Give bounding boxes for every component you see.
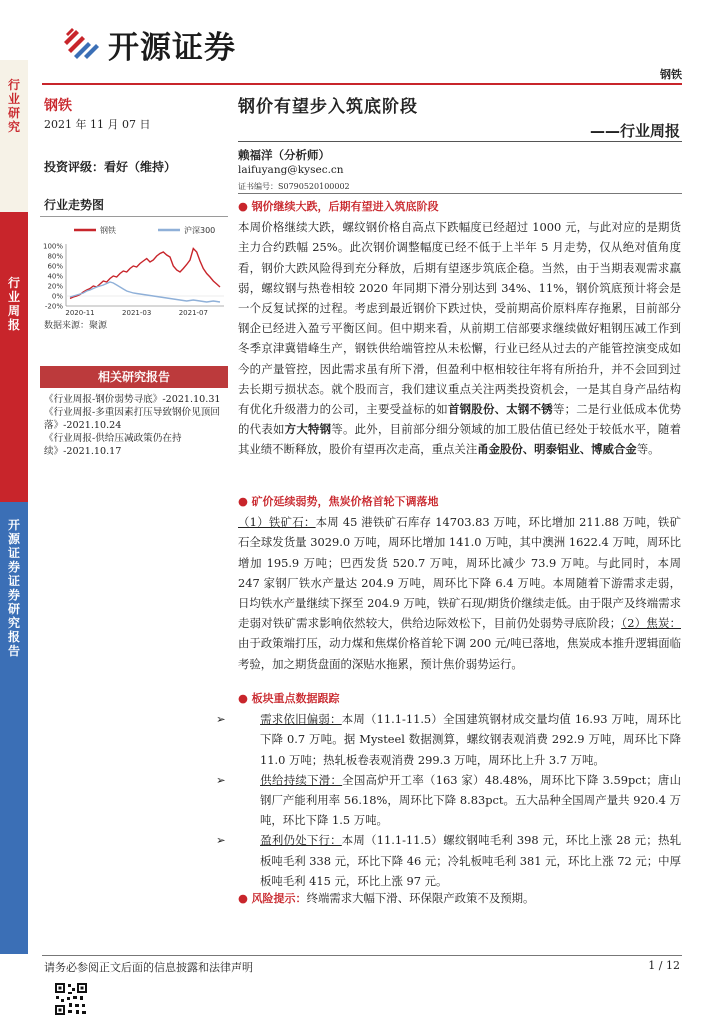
section-heading: 矿价延续弱势，焦炭价格首轮下调落地 [251, 495, 439, 508]
y-tick-label: 20% [47, 282, 63, 291]
trend-title-rule [40, 216, 228, 217]
qr-code-icon [54, 982, 88, 1016]
footer-disclaimer[interactable]: 请务必参阅正文后面的信息披露和法律声明 [44, 961, 253, 974]
brand-logo-icon [62, 26, 102, 60]
footer-divider [42, 955, 682, 956]
legend-label: 钢铁 [100, 226, 116, 235]
bullet-dot-icon: ● [238, 494, 252, 508]
analyst-divider [238, 193, 682, 194]
header-divider [42, 83, 682, 85]
x-tick-label: 2021-07 [178, 309, 208, 316]
industry-name: 钢铁 [44, 98, 72, 114]
chart-source: 数据来源：聚源 [44, 321, 108, 331]
industry-trend-chart [36, 220, 228, 316]
section-heading: 板块重点数据跟踪 [251, 692, 340, 705]
bullet-dot-icon: ● [238, 891, 252, 905]
data-item: ➢ 需求依旧偏弱：本周（11.1-11.5）全国建筑钢材成交量均值 16.93 万吨，周环比下降 0.7 万吨。据 Mysteel 数据测算，螺纹钢表观消费 292.9 万吨，周环比下降 11.0 万吨；热轧板卷表观消费 299.3 万吨，周环比上升 3.7 万吨。 [238, 709, 681, 770]
related-reports-title: 相关研究报告 [40, 366, 228, 388]
analyst-cert: 证书编号：S0790520100002 [238, 182, 350, 191]
data-item: ➢ 供给持续下滑：全国高炉开工率（163 家）48.48%，周环比下降 3.59pct；唐山钢厂产能利用率 56.18%，周环比下降 8.83pct。五大品种全国周产量共 920.4 万吨，环比下降 1.5 万吨。 [238, 770, 681, 831]
section-3 [216, 688, 681, 891]
sidebar-bottom-label: 开源证券 证券研究报告 [7, 518, 20, 658]
risk-note [238, 888, 681, 909]
analyst-name: 赖福洋（分析师） [238, 148, 330, 162]
arrow-right-icon: ➢ [216, 772, 226, 787]
sidebar-mid-band [0, 212, 28, 502]
related-report-link[interactable]: 《行业周报-钢价弱势寻底》-2021.10.31 [44, 394, 221, 405]
y-tick-label: 80% [47, 252, 63, 261]
bullet-dot-icon: ● [238, 691, 252, 705]
legend-label: 沪深300 [184, 226, 216, 235]
page-title: 钢价有望步入筑底阶段 [238, 97, 418, 117]
series-line [70, 282, 220, 302]
y-tick-label: 0% [51, 292, 63, 301]
trend-chart-title: 行业走势图 [44, 198, 105, 212]
section-heading: 钢价继续大跌，后期有望进入筑底阶段 [251, 200, 439, 213]
investment-rating: 投资评级：看好（维持） [44, 160, 177, 174]
paragraph: 本周价格继续大跌，螺纹钢价格自高点下跌幅度已经超过 1000 元，与此对应的是期货主力合约跌幅 25%。此次钢价调整幅度已经不低于上半年 5 月走势，仅从绝对值角度看，钢价大跌风险得到充分释放，后期有望逐步筑底企稳。当然，由于当期表观需求羸弱，螺纹钢与热卷相较 2020 年同期下滑分别达到 34%、11%，钢价筑底预计将会是一个反复试探的过程。考虑到最近钢价下跌过快，受前期高价原料库存拖累，目前部分钢企已经进入盈亏平衡区间。但中期来看，从前期工信部要求继续做好粗钢压减工作到冬季京津冀错峰生产，钢铁供给端管控从未松懈，行业已经从过去的产能管控演变成如今的产量管控，因此需求虽有所下滑，但盈利中枢相较往年将有所抬升，并不会回到过去长期亏损状态。就个股而言，我们建议重点关注两类投资机会，一是其自身产品结构有优化升级潜力的公司，主要受益标的如首钢股份、太钢不锈等；二是行业低成本优势的代表如方大特钢等。此外，目前部分细分领域的加工股估值已经处于较低水平，随着其业绩不断释放，股价有望再次走高，重点关注甬金股份、明泰铝业、博威合金等。 [238, 220, 681, 457]
sidebar-top-band [0, 60, 28, 212]
risk-label: 风险提示： [251, 892, 307, 905]
page-number: 1 / 12 [648, 959, 680, 972]
data-item: ➢ 盈利仍处下行：本周（11.1-11.5）螺纹钢吨毛利 398 元，环比上涨 28 元；热轧板吨毛利 338 元，环比下降 46 元；冷轧板吨毛利 381 元，环比上涨 72 元；中厚板吨毛利 415 元，环比上涨 97 元。 [238, 830, 681, 891]
y-tick-label: 100% [42, 242, 63, 251]
section-2 [238, 491, 681, 674]
sidebar-mid-label: 行业周报 [7, 276, 20, 332]
brand-name: 开源证券 [108, 30, 236, 66]
y-tick-label: 40% [47, 272, 63, 281]
page-subtitle: ——行业周报 [589, 122, 680, 140]
header-industry-tag: 钢铁 [660, 68, 682, 81]
series-line [70, 249, 220, 299]
bullet-dot-icon: ● [238, 199, 252, 213]
title-divider [238, 141, 682, 142]
report-date: 2021 年 11 月 07 日 [44, 118, 151, 131]
sidebar-top-label: 行业研究 [7, 78, 20, 134]
x-tick-label: 2021-03 [122, 309, 152, 316]
y-tick-label: 60% [47, 262, 63, 271]
paragraph: （1）铁矿石：本周 45 港铁矿石库存 14703.83 万吨，环比增加 211.88 万吨，铁矿石全球发货量 3029.0 万吨，周环比增加 141.0 万吨，其中澳洲 1622.4 万吨，周环比增加 195.9 万吨；巴西发货 520.7 万吨，周环比减少 73.9 万吨。与此同时，本周 247 家钢厂铁水产量达 204.9 万吨，周环比下降 6.4 万吨。本周随着下游需求走弱，日均铁水产量继续下探至 204.9 万吨，铁矿石现/期货价继续走低。由于限产及终端需求走弱对铁矿需求影响依然较大，供给边际效松下，目前仍处弱势寻底阶段；（2）焦炭：由于政策端打压，动力煤和焦煤价格首轮下调 200 元/吨已落地，焦炭成本推升逻辑面临考验，加之期货盘面的深贴水拖累，预计焦价弱势运行。 [238, 515, 682, 671]
analyst-email[interactable]: laifuyang@kysec.cn [238, 164, 344, 176]
sidebar-bottom-band [0, 502, 28, 954]
x-tick-label: 2020-11 [65, 309, 95, 316]
arrow-right-icon: ➢ [216, 712, 226, 727]
section-1 [238, 196, 681, 460]
y-tick-label: -20% [44, 302, 63, 311]
related-reports-list [44, 393, 226, 458]
related-report-link[interactable]: 《行业周报-多重因素打压导致钢价见顶回落》-2021.10.24 [44, 407, 220, 431]
risk-text: 终端需求大幅下滑、环保限产政策不及预期。 [306, 891, 535, 905]
arrow-right-icon: ➢ [216, 833, 226, 848]
related-report-link[interactable]: 《行业周报-供给压减政策仍在持续》-2021.10.17 [44, 433, 182, 457]
